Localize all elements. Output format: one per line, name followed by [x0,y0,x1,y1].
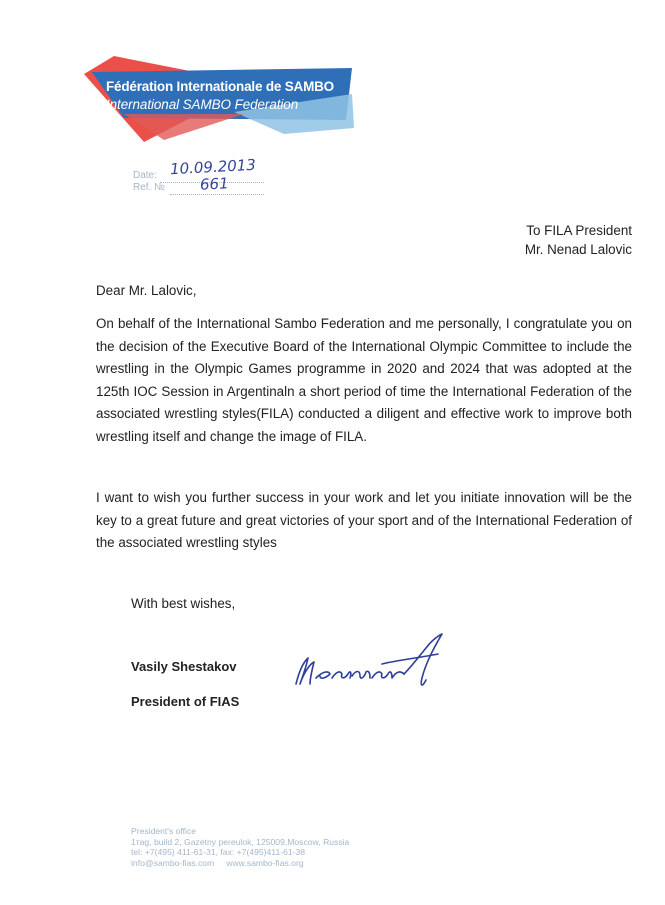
closing: With best wishes, [131,596,236,611]
logo-name-french: Fédération Internationale de SAMBO [106,79,334,94]
logo-name-english: International SAMBO Federation [106,97,299,112]
footer-address: 1таg, build 2, Gazetny pereulok, 125009,Moscow, Russia [131,836,350,847]
fias-logo [84,54,356,146]
signer-name: Vasily Shestakov [131,659,237,674]
body-paragraph-1: On behalf of the International Sambo Federation and me personally, I congratulate you on the decision of the Executive Board of the International Olympic Committee to include the wrestling in the Olympic Games programme in 2020 and 2024 that was adopted at the 125th IOC Session in Argentinaln a short period of time the International Federation of the associated wrestling styles(FILA) conducted a diligent and effective work to improve both wrestling itself and change the image of FILA. [96,316,632,444]
recipient-line-2: Mr. Nenad Lalovic [524,242,632,257]
footer-tel: tel: +7(495) 411-61-31, [131,847,219,858]
ref-rule [170,194,264,195]
salutation: Dear Mr. Lalovic, [96,283,197,298]
ref-value: 661 [199,174,230,194]
signer-title: President of FIAS [131,694,240,709]
footer-contact [131,826,349,868]
footer-phone-fax [131,847,349,858]
footer-website[interactable]: www.sambo-fias.org [226,857,304,868]
footer-email[interactable]: info@sambo-fias.com [131,857,215,868]
footer-fax: fax: +7(495)411-61-38 [220,847,306,858]
ref-label: Ref. № [133,182,165,193]
footer-office: President's office [131,826,197,836]
date-value: 10.09.2013 [169,155,257,179]
recipient-block [525,221,632,259]
footer-web [131,858,349,869]
handwritten-signature [286,628,456,694]
recipient-line-1: To FILA President [526,223,632,238]
body-paragraph-2: I want to wish you further success in your work and let you initiate innovation will be the key to a great future and great victories of your sport and of the International Federation of the associated wrestling styles [96,490,632,550]
date-label: Date: [133,170,157,181]
